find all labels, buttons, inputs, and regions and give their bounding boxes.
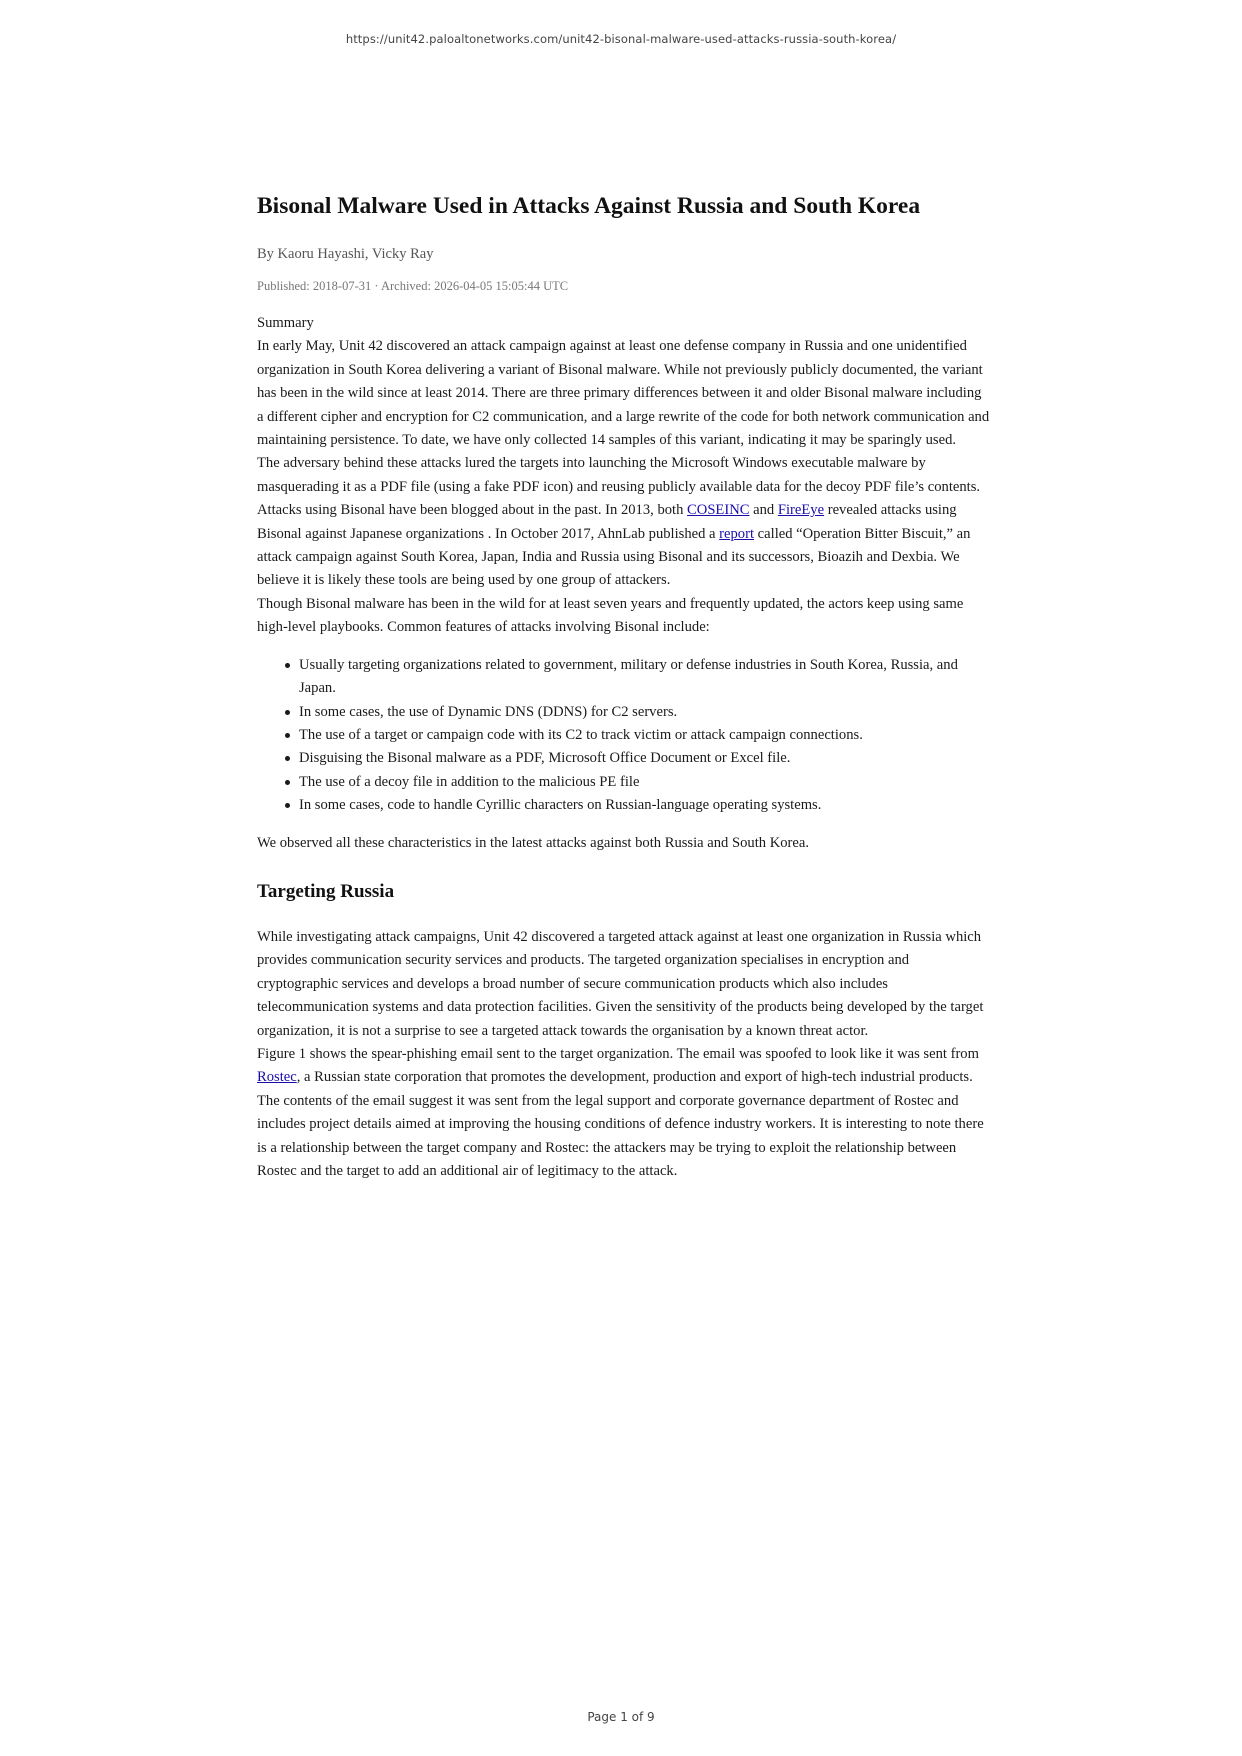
report-link[interactable]: report [719, 525, 755, 542]
paragraph-playbooks: Though Bisonal malware has been in the wild for at least seven years and frequently updated, the actors keep using same high-level playbooks. Common features of attacks involving Bisonal include: [257, 595, 964, 636]
list-item: In some cases, code to handle Cyrillic characters on Russian-language operating systems. [299, 794, 991, 817]
list-item: In some cases, the use of Dynamic DNS (DDNS) for C2 servers. [299, 701, 991, 724]
list-item: Usually targeting organizations related to government, military or defense industries in South Korea, Russia, and Japan. [299, 654, 991, 701]
list-item: Disguising the Bisonal malware as a PDF, Microsoft Office Document or Excel file. [299, 747, 991, 770]
features-list [257, 654, 991, 818]
section-heading-targeting-russia: Targeting Russia [257, 880, 395, 902]
paragraph-history [257, 499, 991, 593]
page-number: Page 1 of 9 [587, 1710, 655, 1724]
article-title: Bisonal Malware Used in Attacks Against Russia and South Korea [257, 193, 921, 219]
paragraph-adversary: The adversary behind these attacks lured the targets into launching the Microsoft Windows executable malware by masquerading it as a PDF file (using a fake PDF icon) and reusing publicly available data for the decoy PDF file’s contents. [257, 455, 981, 495]
rostec-link[interactable]: Rostec [257, 1069, 297, 1086]
article-body [257, 335, 991, 1183]
article-content [257, 188, 991, 1183]
article-dates: Published: 2018-07-31 · Archived: 2026-04-05 15:05:44 UTC [257, 279, 569, 293]
paragraph-russia-target: While investigating attack campaigns, Unit 42 discovered a targeted attack against at least one organization in Russia which provides communication security services and products. The targeted organization specialises in encryption and cryptographic services and develops a broad number of secure communication products which also includes telecommunication systems and data protection facilities. Given the sensitivity of the products being developed by the target organization, it is not a surprise to see a targeted attack towards the organisation by a known threat actor. [257, 928, 984, 1039]
list-item: The use of a decoy file in addition to the malicious PE file [299, 771, 991, 794]
paragraph-history-text-3: revealed attacks using Bisonal against Japanese organizations . In October 2017, AhnLab published a [257, 502, 957, 542]
paragraph-russia-email-text-1: Figure 1 shows the spear-phishing email sent to the target organization. The email was spoofed to look like it was sent from [257, 1045, 979, 1062]
list-item: The use of a target or campaign code with its C2 to track victim or attack campaign connections. [299, 724, 991, 747]
coseinc-link[interactable]: COSEINC [687, 502, 750, 519]
summary-label: Summary [257, 315, 314, 331]
article-byline: By Kaoru Hayashi, Vicky Ray [257, 246, 434, 262]
paragraph-history-text-2: and [749, 502, 778, 519]
paragraph-observed: We observed all these characteristics in the latest attacks against both Russia and South Korea. [257, 834, 810, 851]
paragraph-intro: In early May, Unit 42 discovered an attack campaign against at least one defense company in Russia and one unidentified organization in South Korea delivering a variant of Bisonal malware. While not previously publicly documented, the variant has been in the wild since at least 2014. There are three primary differences between it and older Bisonal malware including a different cipher and encryption for C2 communication, and a large rewrite of the code for both network communication and maintaining persistence. To date, we have only collected 14 samples of this variant, indicating it may be sparingly used. [257, 338, 990, 449]
page-url-header: https://unit42.paloaltonetworks.com/unit42-bisonal-malware-used-attacks-russia-south-korea/ [345, 32, 897, 46]
paragraph-russia-email-text-2: , a Russian state corporation that promotes the development, production and export of high-tech industrial products. The contents of the email suggest it was sent from the legal support and corporate governance department of Rostec and includes project details aimed at improving the housing conditions of defence industry workers. It is interesting to note there is a relationship between the target company and Rostec: the attackers may be trying to exploit the relationship between Rostec and the target to add an additional air of legitimacy to the attack. [257, 1069, 984, 1179]
fireeye-link[interactable]: FireEye [777, 502, 825, 519]
paragraph-russia-email [257, 1043, 991, 1183]
paragraph-history-text-1: Attacks using Bisonal have been blogged about in the past. In 2013, both [257, 502, 688, 519]
paragraph-history-text-4: called “Operation Bitter Biscuit,” an attack campaign against South Korea, Japan, India and Russia using Bisonal and its successors, Bioazih and Dexbia. We believe it is likely these tools are being used by one group of attackers. [257, 525, 971, 589]
